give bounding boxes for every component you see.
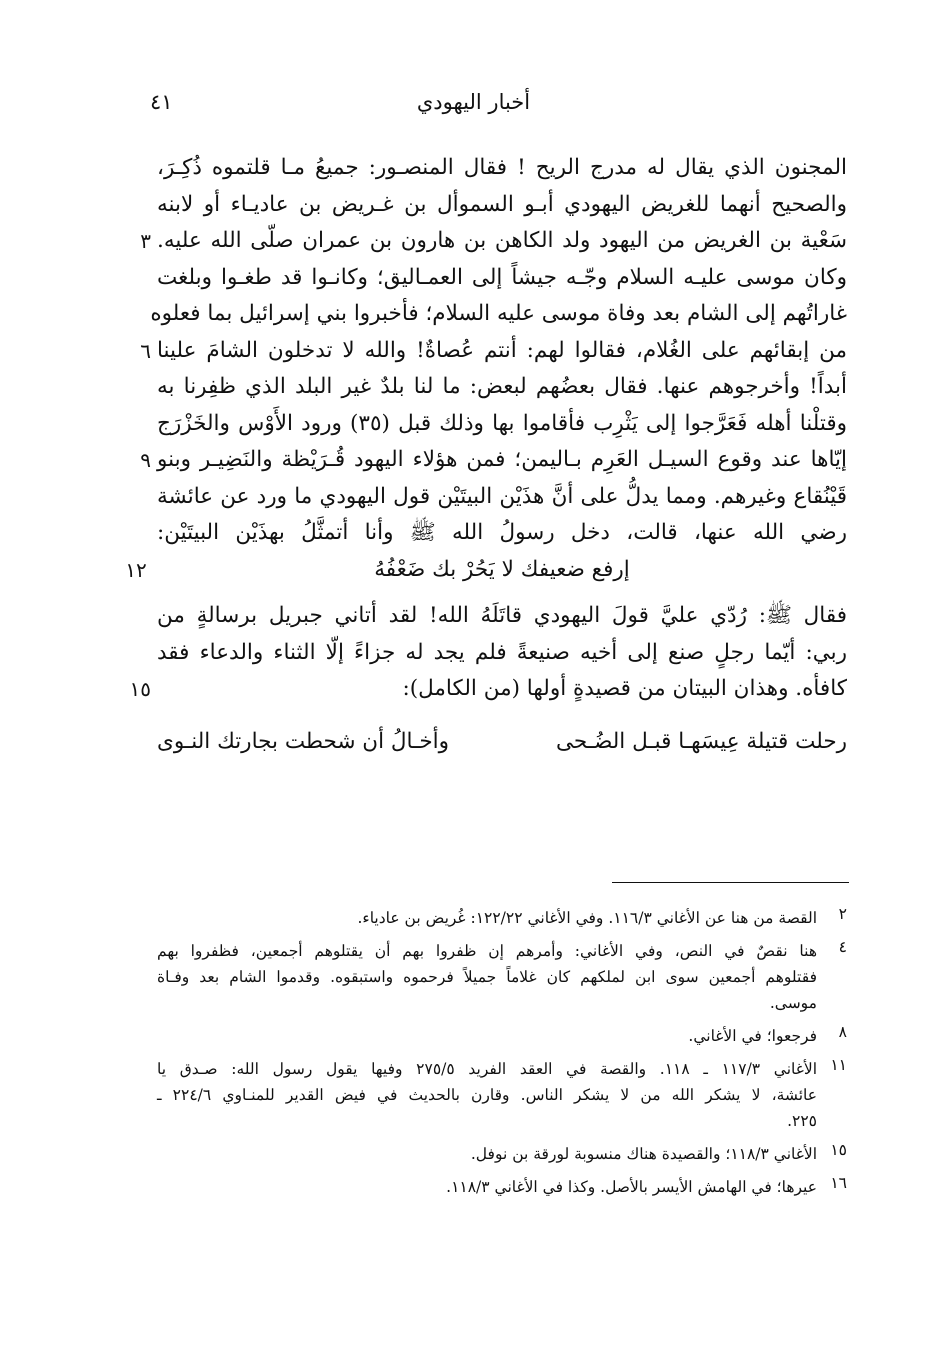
footnote: [157, 938, 847, 1016]
margin-line-number: ٣: [140, 229, 151, 253]
footnote: [157, 1023, 847, 1049]
body-line: [157, 515, 847, 552]
verse-line: [157, 722, 847, 762]
verse-right-hemistich: رحلت قتيلة عِيسَهـا قبـل الضُـحى: [555, 728, 847, 754]
body-line: [150, 296, 847, 333]
body-line-text: رضي الله عنها، قالت، دخل رسولُ الله ﷺ وأنا أتمثَّلُ بهذَيْن البيتَيْن:: [157, 520, 847, 545]
body-line-text: والصحيح أنهما للغريض اليهودي أبـو السموأل بن غـريض بن عاديـاء أو لابنه: [157, 191, 847, 217]
body-line-text: سَعْية بن الغريض من اليهود ولد الكاهن بن هارون بن عمران صلّى الله عليه.: [157, 228, 847, 253]
body-line: [157, 406, 847, 443]
footnote-line: عيرها؛ في الهامش الأيسر بالأصل. وكذا في الأغاني ١١٨/٣.: [446, 1178, 817, 1196]
body-line: [140, 442, 847, 479]
body-line-text: فقال ﷺ: رُدّي عليَّ قولَ اليهودي قاتَلَهُ الله! لقد أتاني جبريل برسالةٍ من: [157, 603, 847, 628]
body-text: [125, 150, 847, 762]
footnote-number: ٨: [838, 1023, 847, 1041]
footnote-number: ١٦: [830, 1174, 847, 1192]
footnote: [157, 1141, 847, 1167]
footnote-line: فقتلوهم أجمعين سوى ابن لملكهم كان غلاماً جميلاً فرحموه واستبقوه. وقدموا الشام بعد وفـاة: [157, 968, 817, 986]
body-line: [157, 598, 847, 635]
footnote-number: ٢: [838, 905, 847, 923]
footnote-separator: [612, 882, 849, 883]
margin-line-number: ٦: [140, 338, 151, 363]
running-title: أخبار اليهودي: [416, 90, 531, 114]
body-line: [157, 187, 847, 224]
body-line: [157, 260, 847, 297]
body-line-text: إرفع ضعيفك لا يَحُرْ بك ضَعْفُهُ: [374, 556, 630, 582]
body-line-text: إيّاها عند وقوع السيـل العَرِم بـاليمن؛ فمن هؤلاء اليهود قُـرَيْظة والنَضِيـر وبنو: [157, 447, 847, 472]
body-line: [140, 223, 847, 260]
body-line: [157, 635, 847, 672]
footnotes-section: [157, 905, 847, 1207]
body-line: [140, 333, 847, 370]
footnote-line: الأغاني ١١٨/٣؛ والقصيدة هناك منسوبة لورقة بن نوفل.: [470, 1145, 817, 1163]
body-line: [125, 552, 847, 589]
footnote-line: القصة من هنا عن الأغاني ١١٦/٣. وفي الأغاني ١٢٢/٢٢: غُريض بن عادياء.: [357, 909, 817, 927]
footnote-number: ١١: [830, 1056, 847, 1074]
body-line: [129, 671, 847, 708]
body-lines: [125, 150, 847, 708]
body-line-text: من إبقائهم على الغُلام، فقالوا لهم: أنتم عُصاةٌ! والله لا تدخلون الشامَ علينا: [157, 337, 847, 363]
verse-left-hemistich: وأخـالُ أن شحطت بجارتك النـوى: [157, 728, 450, 754]
body-line-text: المجنون الذي يقال له مدرج الريح ! فقال المنصـور: جميعُ مـا قلتموه ذُكِـرَ،: [157, 155, 847, 180]
body-line-text: قَيْنُقاع وغيرهم. ومما يدلُّ على أنَّ هذَيْن البيتَيْن قول اليهودي ما ورد عن عائشة: [157, 483, 847, 509]
footnote: [157, 1056, 847, 1134]
page-number: ٤١: [150, 90, 173, 114]
margin-line-number: ١٢: [125, 557, 147, 582]
footnote-line: الأغاني ١١٧/٣ ـ ١١٨. والقصة في العقد الفريد ٢٧٥/٥ وفيها يقول رسول الله: صـدق يا: [157, 1060, 817, 1078]
footnote: [157, 1174, 847, 1200]
footnote-number: ١٥: [830, 1141, 847, 1159]
body-line: [157, 479, 847, 516]
body-line-text: أبداً! وأخرجوهم عنها. فقال بعضُهم لبعض: ما لنا بلدٌ غير البلد الذي ظفِرنا به: [157, 374, 847, 399]
body-line-text: ربي: أيّما رجلٍ صنع إلى أخيه صنيعةً فلم يجد له جزاءً إلّا الثناء والدعاء فقد: [157, 639, 847, 665]
margin-line-number: ١٥: [129, 677, 151, 701]
body-line: [157, 150, 847, 187]
body-line-text: كافأه. وهذان البيتان من قصيدةٍ أولها (من الكامل):: [402, 676, 847, 701]
footnote-line: هنا نقصٌ في النص، وفي الأغاني: وأمرهم إن ظفروا بهم أن يقتلوهم أجمعين، فظفروا بهم: [157, 942, 817, 960]
footnote: [157, 905, 847, 931]
body-line-text: غاراتُهم إلى الشام بعد وفاة موسى عليه السلام؛ فأخبروا بني إسرائيل بما فعلوه: [150, 301, 847, 326]
body-line-text: وقتلْنا أهله فَعَرَّجوا إلى يَثْرِب فأقاموا بها وذلك قبل (٣٥) ورود الأَوْس والخَزْرَج: [157, 410, 847, 436]
footnote-number: ٤: [838, 938, 847, 956]
footnote-line: موسى.: [769, 994, 817, 1012]
body-line: [157, 369, 847, 406]
margin-line-number: ٩: [140, 448, 151, 472]
footnote-line: فرجعوا؛ في الأغاني.: [688, 1027, 817, 1045]
footnote-line: عائشة، لا يشكر الله من لا يشكر الناس. وقارن بالحديث في فيض القدير للمنـاوي ٢٢٤/٦ ـ: [157, 1086, 817, 1104]
footnote-line: ٢٢٥.: [787, 1112, 817, 1130]
body-line-text: وكان موسى عليـه السلام وجّـه جيشاً إلى العمـاليق؛ وكانـوا قد طغـوا وبلغت: [157, 264, 847, 290]
